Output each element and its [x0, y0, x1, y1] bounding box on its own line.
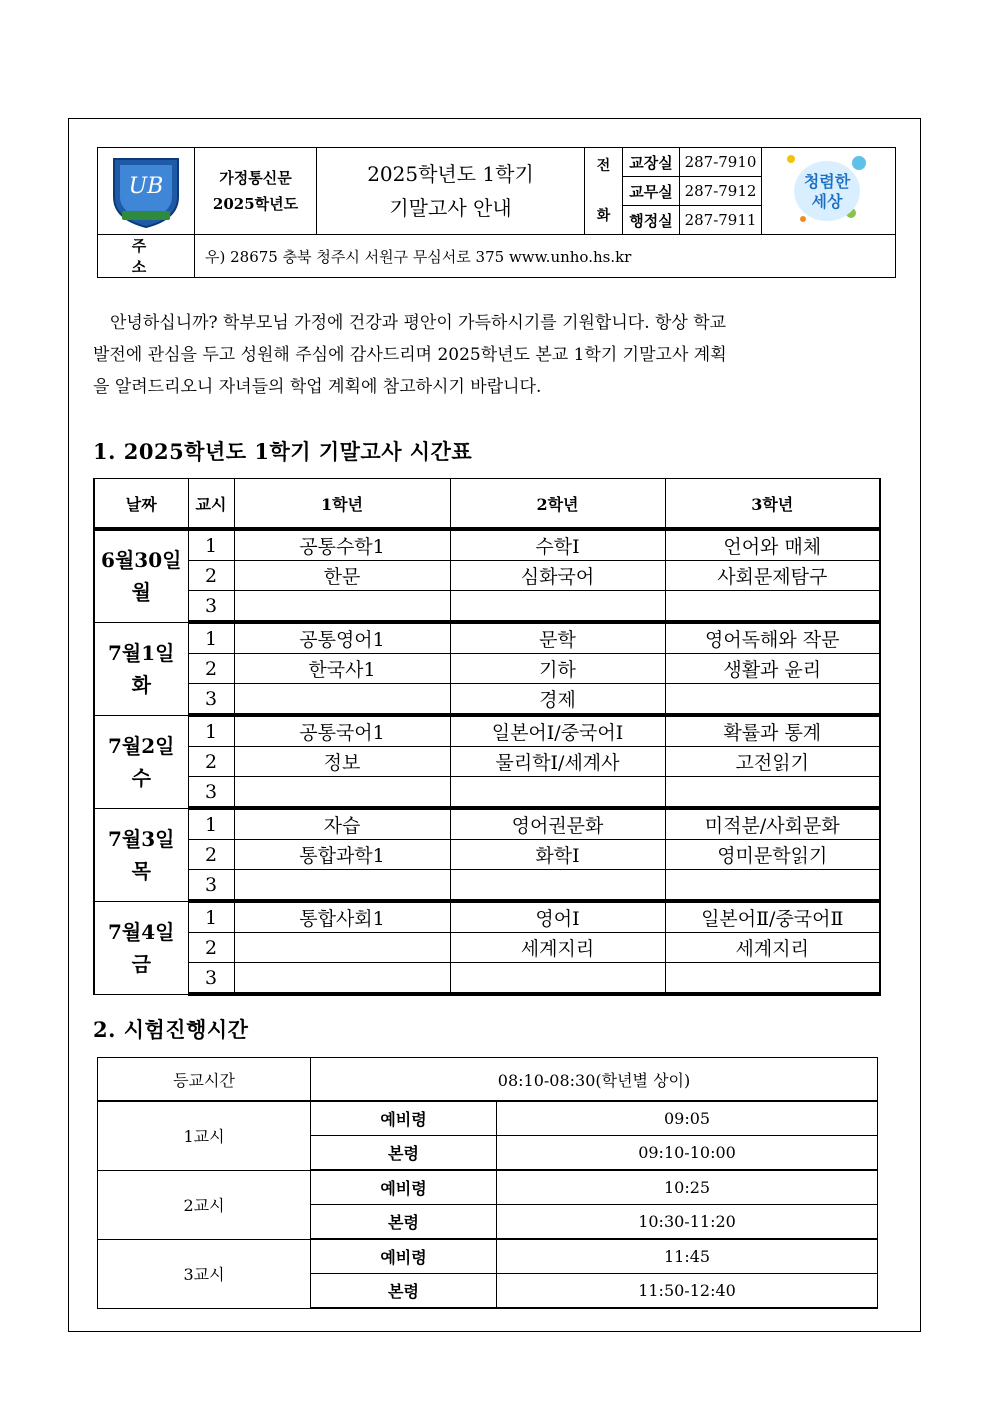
- svg-text:청렴한: 청렴한: [803, 172, 850, 191]
- schedule-weekday: 목: [131, 858, 151, 883]
- grade2-subject: 영어권문화: [450, 808, 665, 840]
- grade1-subject: 한국사1: [234, 654, 450, 684]
- period-number: 3: [188, 963, 234, 995]
- phone-heading-cell: [585, 148, 623, 235]
- grade3-subject: 영어독해와 작문: [665, 622, 880, 654]
- section-title-schedule: 1. 2025학년도 1학기 기말고사 시간표: [93, 439, 473, 464]
- period-number: 1: [188, 901, 234, 933]
- grade1-subject: [234, 963, 450, 995]
- prep-label: 예비령: [311, 1101, 497, 1136]
- period-number: 3: [188, 777, 234, 809]
- col-header-date: 날짜: [94, 479, 188, 530]
- grade3-subject: [665, 684, 880, 716]
- integrity-slogan-icon: [781, 149, 877, 229]
- period-number: 3: [188, 684, 234, 716]
- grade3-subject: [665, 870, 880, 902]
- grade2-subject: 물리학Ⅰ/세계사: [450, 747, 665, 777]
- period-number: 1: [188, 622, 234, 654]
- grade1-subject: [234, 591, 450, 623]
- grade3-subject: 영미문학읽기: [665, 840, 880, 870]
- grade1-subject: [234, 777, 450, 809]
- svg-text:세상: 세상: [811, 192, 842, 211]
- schedule-weekday: 월: [131, 580, 151, 605]
- grade3-subject: [665, 591, 880, 623]
- newsletter-year: 2025학년도: [212, 195, 299, 213]
- grade3-subject: 미적분/사회문화: [665, 808, 880, 840]
- intro-line: 발전에 관심을 두고 성원해 주심에 감사드리며 2025학년도 본교 1학기 기말고사 계획: [93, 345, 727, 365]
- period-label: 3교시: [98, 1239, 311, 1308]
- main-time: 09:10-10:00: [497, 1136, 878, 1171]
- exam-time-row: [98, 1101, 878, 1136]
- schedule-date-cell: [94, 808, 188, 901]
- prep-time: 11:45: [497, 1239, 878, 1274]
- schedule-row: [94, 747, 880, 777]
- school-emblem-cell: [98, 148, 195, 235]
- title-cell: [317, 148, 585, 235]
- grade3-subject: [665, 777, 880, 809]
- grade3-subject: 생활과 윤리: [665, 654, 880, 684]
- grade2-subject: 수학Ⅰ: [450, 529, 665, 561]
- grade3-subject: 확률과 통계: [665, 715, 880, 747]
- period-number: 1: [188, 715, 234, 747]
- phone-office-label: 행정실: [623, 206, 680, 235]
- slogan-cell: [762, 148, 896, 235]
- grade3-subject: 언어와 매체: [665, 529, 880, 561]
- schedule-date-cell: [94, 529, 188, 622]
- period-number: 2: [188, 840, 234, 870]
- grade2-subject: [450, 870, 665, 902]
- period-number: 1: [188, 808, 234, 840]
- main-time: 11:50-12:40: [497, 1274, 878, 1309]
- main-label: 본령: [311, 1205, 497, 1240]
- intro-line: 안녕하십니까? 학부모님 가정에 건강과 평안이 가득하시기를 기원합니다. 항상 학교: [110, 313, 727, 333]
- schedule-row: [94, 963, 880, 995]
- schedule-row: [94, 684, 880, 716]
- grade1-subject: 한문: [234, 561, 450, 591]
- schedule-row: [94, 529, 880, 561]
- exam-times-table: [97, 1057, 878, 1309]
- arrival-label: 등교시간: [98, 1058, 311, 1102]
- grade3-subject: 고전읽기: [665, 747, 880, 777]
- phone-number: 287-7910: [680, 148, 762, 177]
- schedule-weekday: 수: [131, 765, 151, 790]
- schedule-date-cell: [94, 901, 188, 994]
- grade3-subject: 사회문제탐구: [665, 561, 880, 591]
- grade1-subject: 통합사회1: [234, 901, 450, 933]
- grade1-subject: [234, 684, 450, 716]
- schedule-row: [94, 622, 880, 654]
- period-number: 3: [188, 870, 234, 902]
- schedule-date: 7월3일: [108, 826, 175, 851]
- grade2-subject: 경제: [450, 684, 665, 716]
- schedule-date-cell: [94, 622, 188, 715]
- newsletter-header: [97, 147, 896, 278]
- period-number: 3: [188, 591, 234, 623]
- prep-label: 예비령: [311, 1239, 497, 1274]
- schedule-header-row: [94, 479, 880, 530]
- grade1-subject: 통합과학1: [234, 840, 450, 870]
- exam-time-row: [98, 1239, 878, 1274]
- intro-line: 을 알려드리오니 자녀들의 학업 계획에 참고하시기 바랍니다.: [93, 377, 542, 397]
- schedule-date: 7월2일: [108, 733, 175, 758]
- grade2-subject: 심화국어: [450, 561, 665, 591]
- phone-office-label: 교장실: [623, 148, 680, 177]
- schedule-row: [94, 840, 880, 870]
- prep-time: 09:05: [497, 1101, 878, 1136]
- main-label: 본령: [311, 1136, 497, 1171]
- arrival-row: [98, 1058, 878, 1102]
- phone-office-label: 교무실: [623, 177, 680, 206]
- page-title-line2: 기말고사 안내: [389, 196, 512, 220]
- col-header-grade2: 2학년: [450, 479, 665, 530]
- period-number: 2: [188, 561, 234, 591]
- intro-paragraph: [93, 307, 899, 403]
- address-text: 우) 28675 충북 청주시 서원구 무심서로 375 www.unho.hs.kr: [195, 235, 896, 278]
- schedule-date: 7월4일: [108, 919, 175, 944]
- schedule-row: [94, 561, 880, 591]
- col-header-period: 교시: [188, 479, 234, 530]
- svg-text:UB: UB: [128, 174, 164, 199]
- phone-number: 287-7912: [680, 177, 762, 206]
- schedule-row: [94, 870, 880, 902]
- schedule-date: 6월30일: [101, 548, 182, 573]
- grade1-subject: 정보: [234, 747, 450, 777]
- schedule-weekday: 화: [131, 672, 151, 697]
- grade2-subject: [450, 777, 665, 809]
- schedule-row: [94, 901, 880, 933]
- grade3-subject: [665, 963, 880, 995]
- schedule-row: [94, 933, 880, 963]
- grade1-subject: 공통영어1: [234, 622, 450, 654]
- schedule-row: [94, 591, 880, 623]
- prep-label: 예비령: [311, 1170, 497, 1205]
- exam-schedule-table: [93, 478, 881, 996]
- grade2-subject: 일본어Ⅰ/중국어Ⅰ: [450, 715, 665, 747]
- col-header-grade3: 3학년: [665, 479, 880, 530]
- schedule-date: 7월1일: [108, 640, 175, 665]
- page-title-line1: 2025학년도 1학기: [367, 162, 534, 186]
- schedule-row: [94, 808, 880, 840]
- schedule-row: [94, 654, 880, 684]
- prep-time: 10:25: [497, 1170, 878, 1205]
- grade1-subject: 공통국어1: [234, 715, 450, 747]
- period-number: 1: [188, 529, 234, 561]
- period-number: 2: [188, 654, 234, 684]
- period-number: 2: [188, 933, 234, 963]
- newsletter-label: 가정통신문: [219, 169, 292, 187]
- grade2-subject: [450, 591, 665, 623]
- grade2-subject: 영어Ⅰ: [450, 901, 665, 933]
- grade3-subject: 세계지리: [665, 933, 880, 963]
- schedule-row: [94, 715, 880, 747]
- section-title-exam-times: 2. 시험진행시간: [93, 1017, 249, 1042]
- newsletter-label-cell: [195, 148, 317, 235]
- phone-heading-1: 전: [596, 158, 611, 174]
- main-label: 본령: [311, 1274, 497, 1309]
- grade3-subject: 일본어Ⅱ/중국어Ⅱ: [665, 901, 880, 933]
- grade2-subject: [450, 963, 665, 995]
- school-emblem-icon: [106, 153, 186, 229]
- period-label: 1교시: [98, 1101, 311, 1170]
- grade2-subject: 화학Ⅰ: [450, 840, 665, 870]
- phone-heading-2: 화: [596, 208, 611, 224]
- exam-time-row: [98, 1170, 878, 1205]
- phone-number: 287-7911: [680, 206, 762, 235]
- schedule-row: [94, 777, 880, 809]
- period-number: 2: [188, 747, 234, 777]
- grade1-subject: [234, 870, 450, 902]
- main-time: 10:30-11:20: [497, 1205, 878, 1240]
- col-header-grade1: 1학년: [234, 479, 450, 530]
- schedule-weekday: 금: [131, 951, 151, 976]
- schedule-date-cell: [94, 715, 188, 808]
- grade1-subject: 자습: [234, 808, 450, 840]
- address-label: 주 소: [98, 235, 195, 278]
- arrival-time: 08:10-08:30(학년별 상이): [311, 1058, 878, 1102]
- period-label: 2교시: [98, 1170, 311, 1239]
- grade1-subject: [234, 933, 450, 963]
- grade2-subject: 기하: [450, 654, 665, 684]
- grade1-subject: 공통수학1: [234, 529, 450, 561]
- grade2-subject: 세계지리: [450, 933, 665, 963]
- grade2-subject: 문학: [450, 622, 665, 654]
